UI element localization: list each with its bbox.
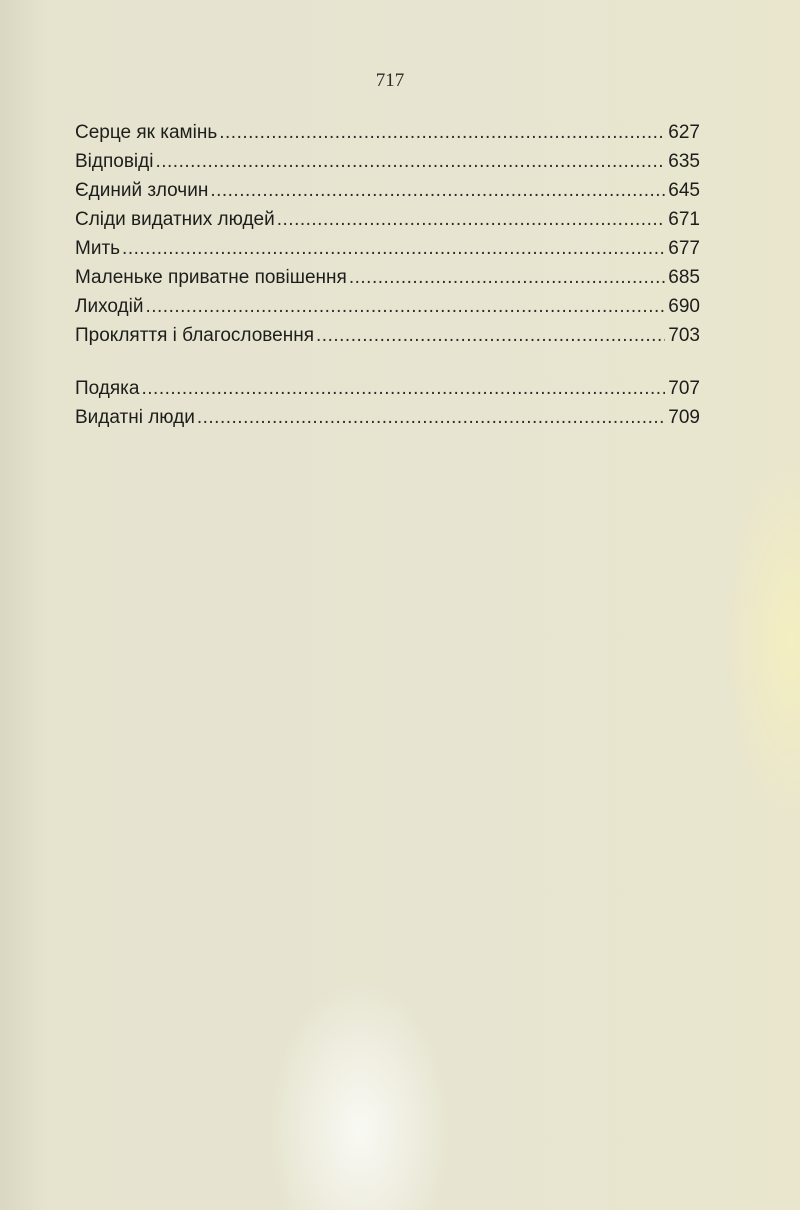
toc-leader-dots <box>141 374 665 403</box>
toc-entry <box>75 403 700 432</box>
toc-leader-dots <box>210 176 665 205</box>
toc-entry-page: 709 <box>668 407 700 428</box>
toc-entry-page: 671 <box>668 209 700 230</box>
toc-leader-dots <box>219 118 665 147</box>
toc-entry-page: 690 <box>668 296 700 317</box>
toc-entry-page: 703 <box>668 325 700 346</box>
page-number: 717 <box>375 70 405 91</box>
toc-entry-title: Єдиний злочин <box>75 180 209 201</box>
toc-entry-title: Лиходій <box>75 296 144 317</box>
toc-entry <box>75 118 700 147</box>
toc-entry-page: 707 <box>668 378 700 399</box>
toc-entry-title: Відповіді <box>75 151 154 172</box>
toc-entry-title: Сліди видатних людей <box>75 209 275 230</box>
toc-entry <box>75 321 700 350</box>
table-of-contents <box>75 118 700 350</box>
toc-leader-dots <box>145 292 665 321</box>
toc-leader-dots <box>155 147 665 176</box>
toc-entry-title: Прокляття і благословення <box>75 325 315 346</box>
toc-entry <box>75 176 700 205</box>
toc-entry <box>75 205 700 234</box>
toc-entry <box>75 147 700 176</box>
toc-entry-page: 635 <box>668 151 700 172</box>
toc-entry-title: Маленьке приватне повішення <box>75 267 347 288</box>
toc-entry-title: Видатні люди <box>75 407 195 428</box>
toc-entry-title: Серце як камінь <box>75 122 218 143</box>
toc-leader-dots <box>349 263 665 292</box>
toc-entry-title: Подяка <box>75 378 140 399</box>
toc-leader-dots <box>277 205 666 234</box>
toc-leader-dots <box>197 403 665 432</box>
toc-entry-page: 677 <box>668 238 700 259</box>
toc-entry <box>75 263 700 292</box>
toc-entry-title: Мить <box>75 238 121 259</box>
toc-entry-page: 627 <box>668 122 700 143</box>
toc-entry <box>75 374 700 403</box>
toc-entry-page: 645 <box>668 180 700 201</box>
table-of-contents-appendix <box>75 374 700 432</box>
toc-entry-page: 685 <box>668 267 700 288</box>
toc-entry <box>75 292 700 321</box>
toc-leader-dots <box>122 234 665 263</box>
toc-leader-dots <box>316 321 665 350</box>
toc-entry <box>75 234 700 263</box>
